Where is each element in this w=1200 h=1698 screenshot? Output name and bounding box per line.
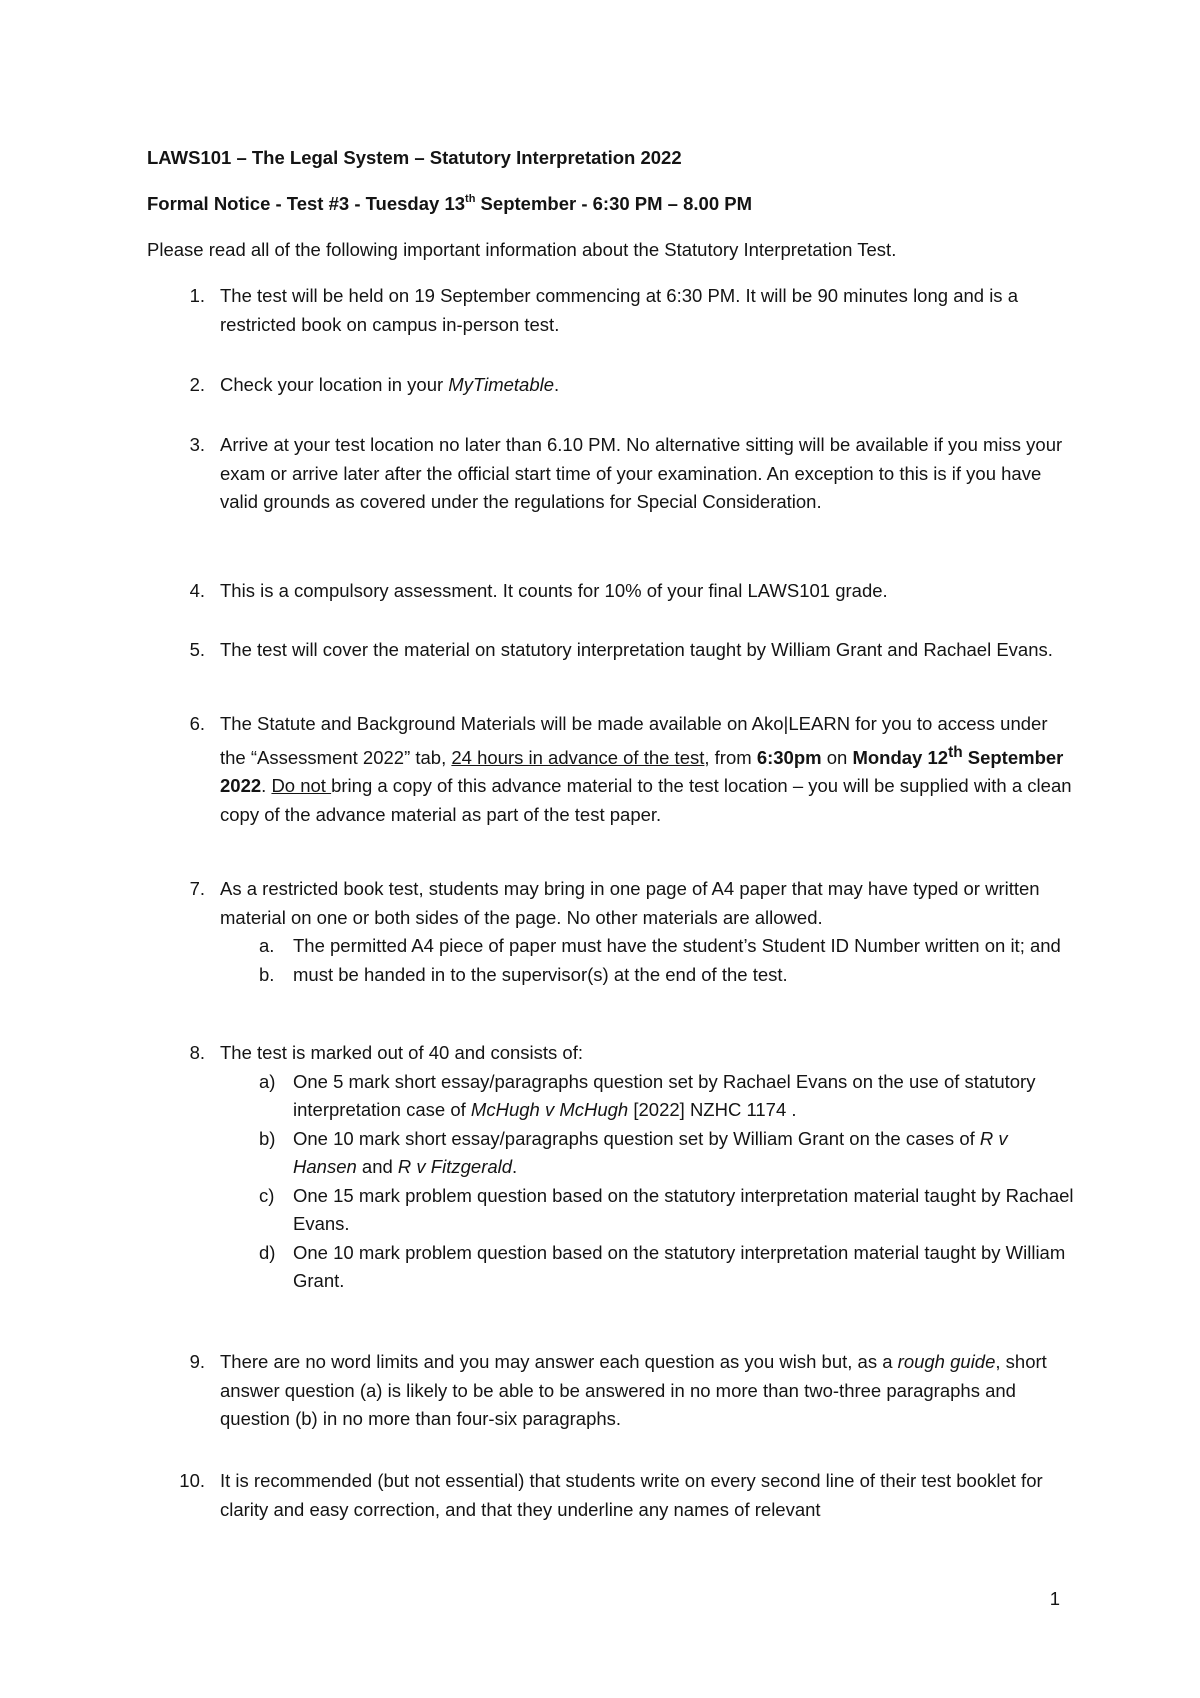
case-name: R v Hansen: [293, 1127, 1008, 1177]
sub-item-text: must be handed in to the supervisor(s) at the end of the test.: [293, 963, 788, 985]
notice-suffix: September - 6:30 PM – 8.00 PM: [475, 193, 753, 214]
item-number: 6.: [189, 713, 205, 734]
item-text: Arrive at your test location no later than 6.10 PM. No alternative sitting will be available if you miss your exam or arrive later after the official start time of your examination. An exception to this is if you have valid grounds as covered under the regulations for Special Consideration.: [220, 434, 1063, 512]
item-text: The test will be held on 19 September commencing at 6:30 PM. It will be 90 minutes long and is a restricted book on campus in-person test.: [220, 285, 1018, 335]
sub-item-label: b.: [259, 963, 275, 985]
text-run: .: [512, 1156, 518, 1177]
sub-item-label: a.: [259, 935, 275, 956]
text-run: One 5 mark short essay/paragraphs question set by Rachael Evans on the use of statutory interpretation case of: [293, 1070, 1036, 1120]
item-text: It is recommended (but not essential) that students write on every second line of their test booklet for clarity and easy correction, and that they underline any names of relevant: [220, 1470, 1043, 1520]
bold-text: Monday 12: [852, 746, 949, 768]
sub-item-b: [259, 1125, 1075, 1182]
text-run: , from: [704, 746, 757, 768]
item-number: 10.: [179, 1470, 205, 1491]
sub-item-text: One 10 mark problem question based on the statutory interpretation material taught by William Grant.: [293, 1241, 1066, 1291]
item-number: 4.: [189, 580, 205, 601]
sub-item-text: The permitted A4 piece of paper must have the student’s Student ID Number written on it; and: [293, 935, 1061, 956]
document-title: LAWS101 – The Legal System – Statutory Interpretation 2022: [147, 147, 682, 168]
text-run: .: [261, 775, 272, 797]
intro-paragraph: Please read all of the following important information about the Statutory Interpretation Test.: [147, 239, 897, 260]
item-text: [220, 1039, 1075, 1296]
text-run: on: [821, 746, 853, 768]
sub-item-d: [259, 1239, 1075, 1296]
item-number: 8.: [189, 1042, 205, 1063]
sub-item-text: One 15 mark problem question based on the statutory interpretation material taught by Rachael Evans.: [293, 1184, 1074, 1234]
item-number: 3.: [189, 434, 205, 455]
text-run: There are no word limits and you may answer each question as you wish but, as a: [220, 1351, 898, 1372]
bold-text: September 2022: [220, 746, 1064, 797]
item-text: [220, 875, 1075, 989]
text-run: [2022] NZHC 1174 .: [628, 1099, 797, 1120]
sub-item-a: [259, 1068, 1075, 1125]
case-name: McHugh v McHugh: [470, 1099, 629, 1120]
superscript: th: [948, 743, 963, 761]
sub-item-label: a): [259, 1070, 276, 1092]
sub-item-c: [259, 1182, 1075, 1239]
item-body: The test is marked out of 40 and consists of:: [220, 1042, 583, 1063]
item-text: The test will cover the material on statutory interpretation taught by William Grant and Rachael Evans.: [220, 639, 1053, 660]
text-run: .: [554, 374, 560, 395]
sub-item-label: b): [259, 1127, 276, 1149]
notice-prefix: Formal Notice - Test #3 - Tuesday 13: [147, 193, 466, 214]
sub-item-label: c): [259, 1184, 275, 1206]
mytimetable-emphasis: MyTimetable: [448, 374, 555, 395]
text-run: Check your location in your: [220, 374, 449, 395]
sub-item-label: d): [259, 1241, 276, 1263]
item-number: 1.: [189, 285, 205, 306]
item-body: As a restricted book test, students may bring in one page of A4 paper that may have typed or written material on one or both sides of the page. No other materials are allowed.: [220, 878, 1040, 928]
item-number: 5.: [189, 639, 205, 660]
item-number: 2.: [189, 374, 205, 395]
sub-item-a: [259, 932, 1075, 961]
rough-guide-emphasis: rough guide: [897, 1351, 996, 1372]
item-number: 9.: [189, 1351, 205, 1372]
page-number: 1: [1049, 1588, 1060, 1609]
case-name: R v Fitzgerald: [397, 1156, 513, 1177]
text-run: and: [356, 1156, 398, 1177]
bold-text: 6:30pm: [756, 746, 822, 768]
text-run: bring a copy of this advance material to the test location – you will be supplied with a clean copy of the advance material as part of the test paper.: [220, 775, 1072, 825]
formal-notice-heading: [147, 193, 752, 215]
notice-sup: th: [465, 193, 476, 205]
text-run: One 10 mark short essay/paragraphs question set by William Grant on the cases of: [293, 1127, 980, 1149]
text-run: , short answer question (a) is likely to be able to be answered in no more than two-three paragraphs and question (b) in no more than four-six paragraphs.: [220, 1351, 1047, 1429]
item-text: [220, 1348, 1075, 1434]
item-text: This is a compulsory assessment. It counts for 10% of your final LAWS101 grade.: [220, 580, 888, 601]
item-number: 7.: [189, 878, 205, 899]
item-text: [220, 710, 1075, 829]
text-run: The Statute and Background Materials will be made available on Ako|LEARN for you to access under the “Assessment 2022” tab,: [220, 713, 1048, 768]
item-text: [220, 371, 1075, 400]
underlined-text: 24 hours in advance of the test: [451, 746, 705, 768]
underlined-text: Do not: [271, 775, 332, 797]
sub-item-b: [259, 961, 1075, 990]
